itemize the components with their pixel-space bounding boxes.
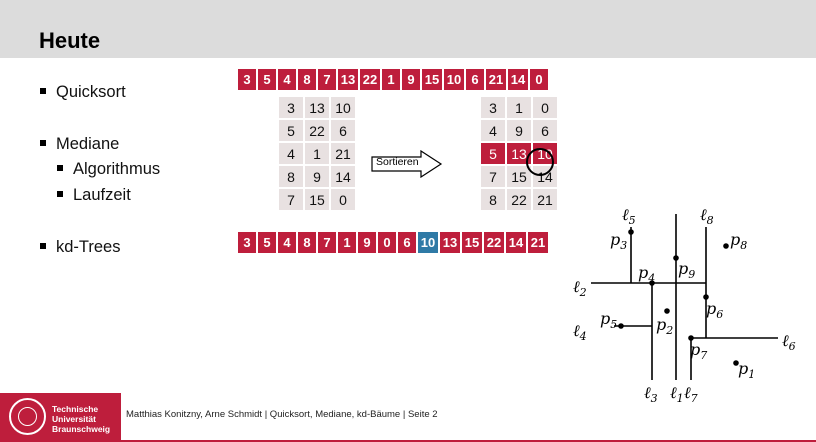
arrow-label: Sortieren [376,156,419,168]
bullet-mediane: Mediane [40,135,119,154]
slide-title: Heute [39,28,101,53]
bullet-quicksort: Quicksort [40,83,126,102]
label-p5: $p_5$ [600,309,618,331]
left-grid-cell: 22 [305,120,329,141]
bullet-laufzeit: Laufzeit [57,186,131,205]
left-grid-cell: 10 [331,97,355,118]
right-grid-cell: 8 [481,189,505,210]
logo-text: Technische Universität Braunschweig [52,404,111,434]
top-array-cell: 9 [402,69,420,90]
bullet-algorithmus: Algorithmus [57,160,160,179]
right-grid-cell: 13 [507,143,531,164]
left-grid-cell: 3 [279,97,303,118]
bottom-array-cell: 14 [506,232,526,253]
left-grid-cell: 5 [279,120,303,141]
bottom-array [238,232,548,253]
median-circle [526,148,554,176]
top-array-cell: 15 [422,69,442,90]
left-grid-cell: 13 [305,97,329,118]
left-grid-cell: 1 [305,143,329,164]
left-grid-cell: 8 [279,166,303,187]
bottom-array-cell: 21 [528,232,548,253]
right-grid-cell: 14 [533,166,557,187]
bottom-array-cell: 13 [440,232,460,253]
top-array-cell: 7 [318,69,336,90]
point-p3 [628,229,634,235]
label-l6: ℓ$_6$ [782,331,796,353]
top-array-cell: 21 [486,69,506,90]
bottom-array-cell: 1 [338,232,356,253]
top-array-cell: 8 [298,69,316,90]
right-grid-cell: 22 [507,189,531,210]
left-grid-cell: 7 [279,189,303,210]
label-p6: $p_6$ [706,299,724,321]
right-grid-cell: 0 [533,97,557,118]
left-grid-cell: 9 [305,166,329,187]
bottom-array-cell: 6 [398,232,416,253]
bottom-array-cell: 3 [238,232,256,253]
right-grid-cell: 10 [533,143,557,164]
label-l7: ℓ$_7$ [684,383,698,405]
top-array-cell: 1 [382,69,400,90]
left-grid-cell: 6 [331,120,355,141]
bottom-array-cell: 10 [418,232,438,253]
top-array-cell: 10 [444,69,464,90]
left-grid-cell: 15 [305,189,329,210]
top-array-cell: 22 [360,69,380,90]
bottom-array-cell: 8 [298,232,316,253]
bottom-array-cell: 9 [358,232,376,253]
point-p5 [618,323,624,329]
bottom-array-cell: 4 [278,232,296,253]
left-grid-cell: 0 [331,189,355,210]
top-array-cell: 13 [338,69,358,90]
label-p7: $p_7$ [690,340,708,362]
top-array-cell: 0 [530,69,548,90]
left-grid-cell: 14 [331,166,355,187]
header-band [0,0,816,58]
bottom-array-cell: 15 [462,232,482,253]
seal-inner-icon [18,407,37,426]
right-grid-cell: 6 [533,120,557,141]
right-grid-cell: 3 [481,97,505,118]
label-l8: ℓ$_8$ [700,205,714,227]
label-p1: $p_1$ [738,359,756,381]
point-p2 [664,308,670,314]
right-grid-cell: 7 [481,166,505,187]
top-array-cell: 6 [466,69,484,90]
bottom-array-cell: 22 [484,232,504,253]
bullet-kd-trees: kd-Trees [40,238,121,257]
label-p2: $p_2$ [656,315,674,337]
top-array-cell: 4 [278,69,296,90]
label-l5: ℓ$_5$ [622,205,636,227]
top-array [238,69,548,90]
label-l3: ℓ$_3$ [644,383,658,405]
label-l4: ℓ$_4$ [573,321,587,343]
footer-text: Matthias Konitzny, Arne Schmidt | Quicksort, Mediane, kd-Bäume | Seite 2 [126,409,438,420]
label-p3: $p_3$ [610,230,628,252]
top-array-cell: 5 [258,69,276,90]
bottom-array-cell: 7 [318,232,336,253]
top-array-cell: 3 [238,69,256,90]
right-grid-cell: 15 [507,166,531,187]
right-grid-cell: 1 [507,97,531,118]
label-l1: ℓ$_1$ [670,383,684,405]
point-p8 [723,243,729,249]
right-grid-cell: 4 [481,120,505,141]
label-l2: ℓ$_2$ [573,277,587,299]
left-grid [279,97,355,210]
right-grid-cell: 5 [481,143,505,164]
label-p4: $p_4$ [638,263,656,285]
right-grid-cell: 9 [507,120,531,141]
left-grid-cell: 4 [279,143,303,164]
left-grid-cell: 21 [331,143,355,164]
bottom-array-cell: 0 [378,232,396,253]
kd-tree-diagram [560,200,816,410]
bottom-array-cell: 5 [258,232,276,253]
label-p8: $p_8$ [730,230,748,252]
label-p9: $p_9$ [678,259,696,281]
top-array-cell: 14 [508,69,528,90]
right-grid-cell: 21 [533,189,557,210]
